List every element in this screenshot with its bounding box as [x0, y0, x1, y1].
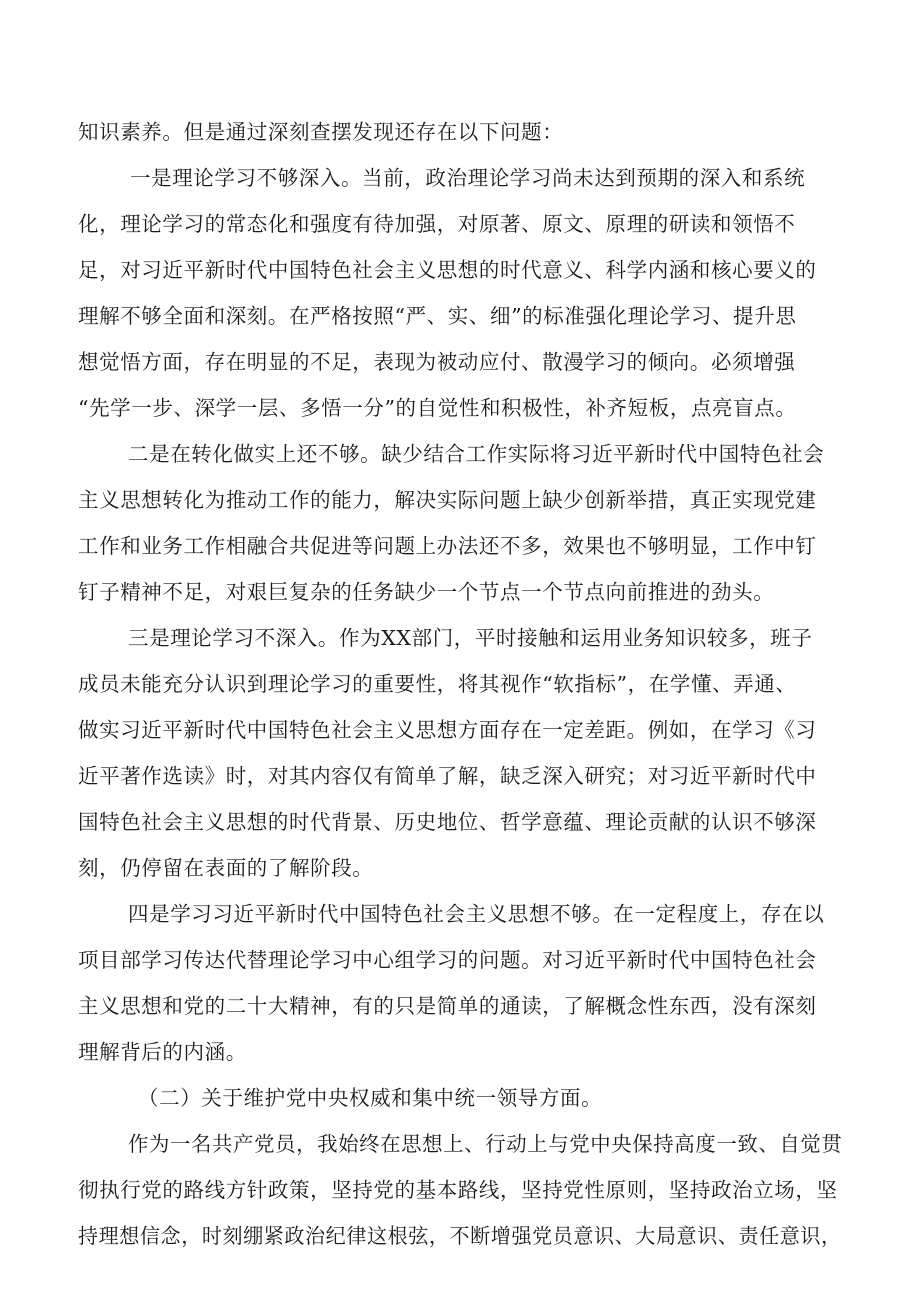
text-line: 化，理论学习的常态化和强度有待加强，对原著、原文、原理的研读和领悟不	[78, 212, 796, 236]
text-line: 工作和业务工作相融合共促进等问题上办法还不多，效果也不够明显，工作中钉	[78, 534, 817, 558]
text-line: 钉子精神不足，对艰巨复杂的任务缺少一个节点一个节点向前推进的劲头。	[78, 580, 775, 604]
text-line: 做实习近平新时代中国特色社会主义思想方面存在一定差距。例如，在学习《习	[78, 718, 817, 742]
text-line: 理解背后的内涵。	[78, 1040, 247, 1064]
text-line: 彻执行党的路线方针政策，坚持党的基本路线，坚持党性原则，坚持政治立场，坚	[78, 1178, 838, 1202]
text-line: “先学一步、深学一层、多悟一分”的自觉性和积极性，补齐短板，点亮盲点。	[78, 396, 797, 420]
text-line: 四是学习习近平新时代中国特色社会主义思想不够。在一定程度上，存在以	[128, 902, 825, 926]
text-line: 知识素养。但是通过深刻查摆发现还存在以下问题：	[78, 120, 564, 144]
text-line: 一是理论学习不够深入。当前，政治理论学习尚未达到预期的深入和系统	[130, 166, 806, 190]
text-line: 作为一名共产党员，我始终在思想上、行动上与党中央保持高度一致、自觉贯	[128, 1132, 843, 1156]
section-heading: （二）关于维护党中央权威和集中统一领导方面。	[138, 1086, 603, 1110]
text-line: 项目部学习传达代替理论学习中心组学习的问题。对习近平新时代中国特色社会	[78, 948, 817, 972]
text-line: 三是理论学习不深入。作为XX部门，平时接触和运用业务知识较多，班子	[128, 626, 813, 650]
text-line: 理解不够全面和深刻。在严格按照“严、实、细”的标准强化理论学习、提升思	[78, 304, 797, 328]
text-line: 想觉悟方面，存在明显的不足，表现为被动应付、散漫学习的倾向。必须增强	[78, 350, 796, 374]
text-line: 主义思想和党的二十大精神，有的只是简单的通读，了解概念性东西，没有深刻	[78, 994, 817, 1018]
text-line: 刻，仍停留在表面的了解阶段。	[78, 856, 374, 880]
text-line: 持理想信念，时刻绷紧政治纪律这根弦，不断增强党员意识、大局意识、责任意识，	[78, 1224, 842, 1248]
text-line: 近平著作选读》时，对其内容仅有简单了解，缺乏深入研究；对习近平新时代中	[78, 764, 817, 788]
text-line: 成员未能充分认识到理论学习的重要性，将其视作“软指标”，在学懂、弄通、	[78, 672, 797, 696]
text-line: 主义思想转化为推动工作的能力，解决实际问题上缺少创新举措，真正实现党建	[78, 488, 817, 512]
text-line: 足，对习近平新时代中国特色社会主义思想的时代意义、科学内涵和核心要义的	[78, 258, 817, 282]
text-line: 二是在转化做实上还不够。缺少结合工作实际将习近平新时代中国特色社会	[128, 442, 825, 466]
text-line: 国特色社会主义思想的时代背景、历史地位、哲学意蕴、理论贡献的认识不够深	[78, 810, 817, 834]
